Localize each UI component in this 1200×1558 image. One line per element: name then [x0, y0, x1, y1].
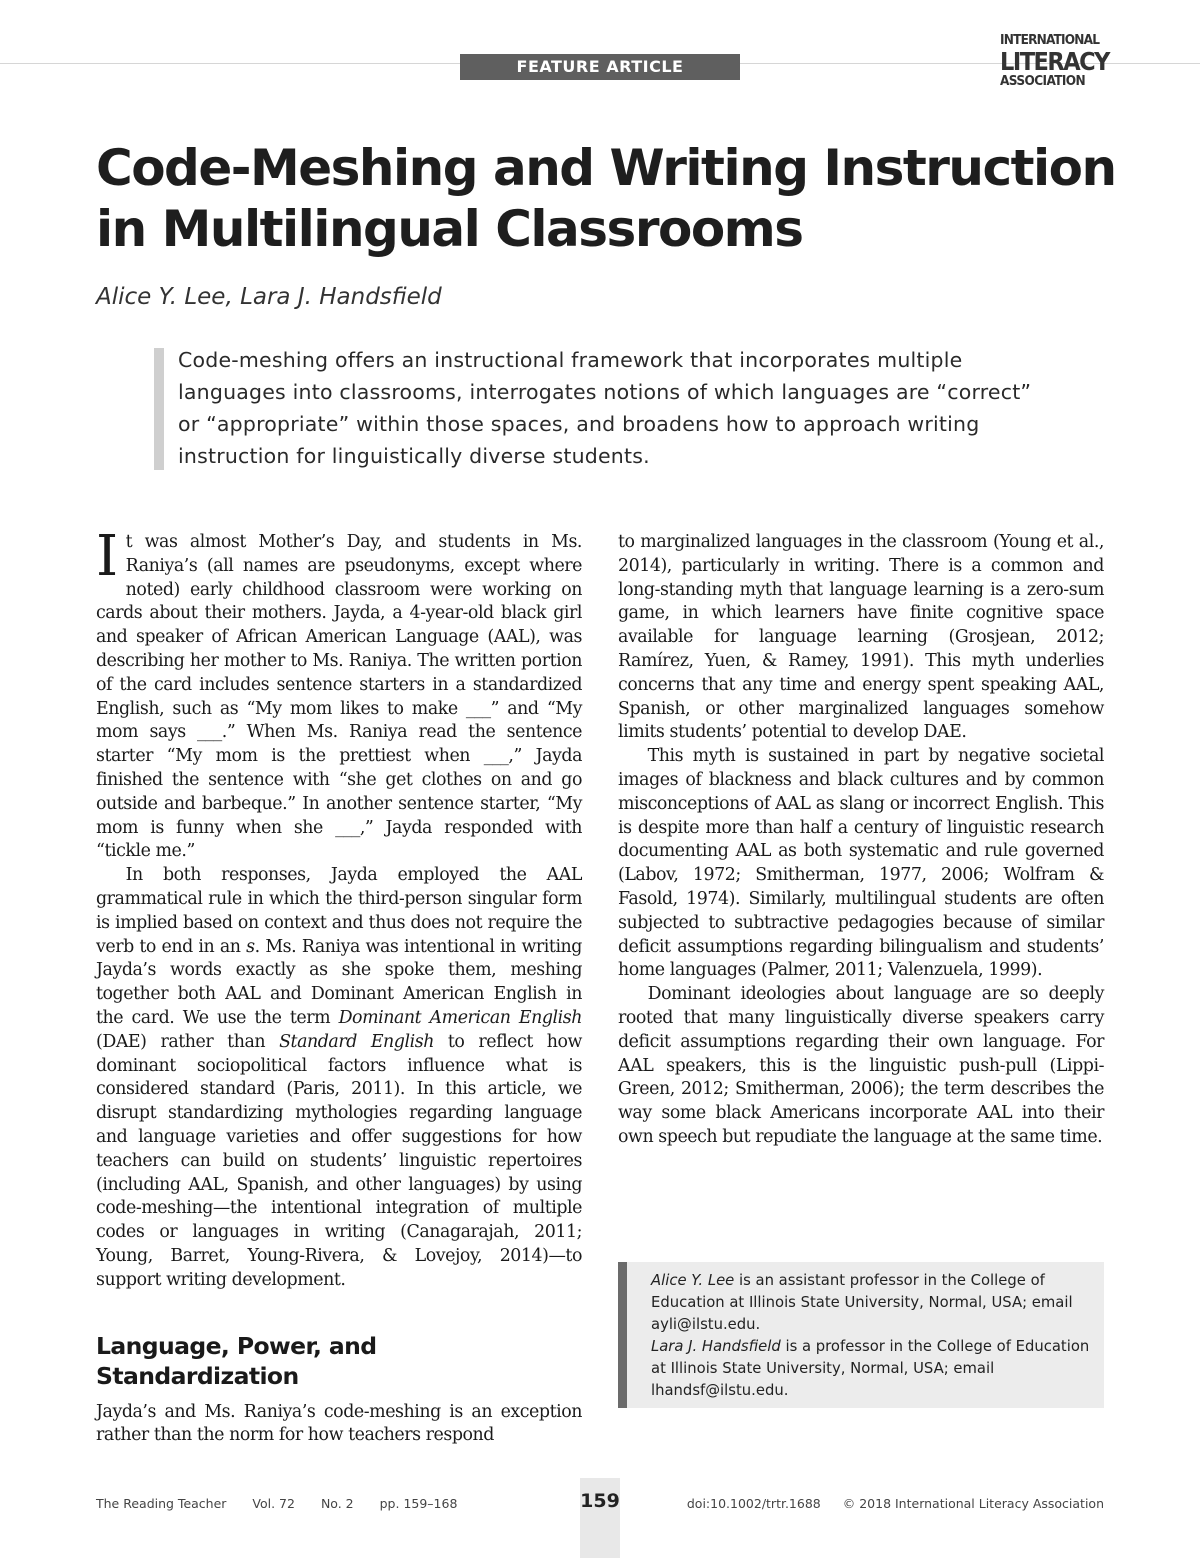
section-heading: Language, Power, and Standardization [96, 1331, 377, 1390]
article-authors: Alice Y. Lee, Lara J. Handsfield [96, 284, 442, 310]
logo-line-association: ASSOCIATION [1000, 72, 1086, 89]
bio-text [651, 1270, 1096, 1402]
body-paragraph-5: Dominant ideologies about language are so deeply rooted that many linguistically diverse speakers carry deficit assumptions regarding their own language. For AAL speakers, this is the linguistic push-pull (Lippi-Green, 2012; Smitherman, 2006); the term describes the way some black Americans incorporate AAL into their own speech but repudiate the language at the same time. [618, 984, 1104, 1147]
bio-text-2: is a professor in the College of Education at Illinois State University, Normal, USA; email lhandsf@ilstu.edu. [651, 1338, 1090, 1399]
paragraph-2-text-c: (DAE) rather than [96, 1031, 280, 1052]
footer-doi: doi:10.1002/trtr.1688 [686, 1496, 821, 1511]
footer-copyright: © 2018 International Literacy Association [842, 1496, 1104, 1511]
body-paragraph-1 [96, 524, 582, 864]
bio-text-1: is an assistant professor in the College of Education at Illinois State University, Normal, USA; email ayli@ilstu.edu. [651, 1272, 1073, 1333]
paragraph-2-italic-s: s [246, 936, 255, 957]
bio-accent-bar [618, 1262, 627, 1408]
footer-issue: No. 2 [320, 1496, 354, 1511]
article-abstract: Code-meshing offers an instructional framework that incorporates multiple languages into classrooms, interrogates notions of which languages are “correct” or “appropriate” within those spaces, and broadens how to approach writing instruction for linguistically diverse students. [178, 348, 1032, 468]
body-column-right [618, 531, 1104, 1150]
footer-publication-info [669, 1496, 1104, 1511]
drop-cap: I [96, 524, 118, 589]
paragraph-1-text: t was almost Mother’s Day, and students in Ms. Raniya’s (all names are pseudonyms, except where noted) early childhood classroom were working on cards about their mothers. Jayda, a 4-year-old black girl and speaker of African American Language (AAL), was describing her mother to Ms. Raniya. The written portion of the card includes sentence starters in a standardized English, such as “My mom likes to make ___” and “My mom says ___.” When Ms. Raniya read the sentence starter “My mom is the prettiest when ___,” Jayda finished the sentence with “she get clothes on and go outside and barbeque.” In another sentence starter, “My mom is funny when she ___,” Jayda responded with “tickle me.” [96, 532, 582, 862]
logo-line-literacy: LITERACY [1000, 46, 1109, 76]
bio-author-1 [651, 1270, 1096, 1336]
term-standard-english: Standard English [279, 1031, 434, 1052]
footer-journal: The Reading Teacher [96, 1496, 227, 1511]
ila-logo [1000, 34, 1110, 88]
term-dominant-american-english: Dominant American English [338, 1007, 582, 1028]
page-number: 159 [580, 1490, 620, 1512]
footer-volume: Vol. 72 [252, 1496, 295, 1511]
body-column-left [96, 524, 582, 1448]
author-bio-box [618, 1262, 1104, 1408]
logo-line-international: INTERNATIONAL [1000, 32, 1100, 48]
body-paragraph-2 [96, 864, 582, 1292]
bio-author-2 [651, 1336, 1096, 1402]
title-line-2: in Multilingual Classrooms [96, 200, 803, 258]
footer-citation [96, 1496, 479, 1511]
bio-name-1: Alice Y. Lee [651, 1272, 735, 1289]
abstract-accent-bar [154, 348, 164, 470]
paragraph-2-text-a: In both responses, Jayda employed the AAL grammatical rule in which the third-person singular form is implied based on context and thus does not require the verb to end in an [96, 865, 582, 957]
body-paragraph-3-start: Jayda’s and Ms. Raniya’s code-meshing is an exception rather than the norm for how teachers respond [96, 1401, 582, 1446]
body-paragraph-3-continued: to marginalized languages in the classroom (Young et al., 2014), particularly in writing. There is a common and long-standing myth that language learning is a zero-sum game, in which learners have finite cognitive space available for language learning (Grosjean, 2012; Ramírez, Yuen, & Ramey, 1991). This myth underlies concerns that any time and energy spent speaking AAL, Spanish, or other marginalized languages somehow limits students’ potential to develop DAE. [618, 532, 1104, 743]
article-title [96, 138, 1116, 260]
paragraph-2-text-d: to reflect how dominant sociopolitical factors influence what is considered standard (Paris, 2011). In this article, we disrupt standardizing mythologies regarding language and language varieties and offer suggestions for how teachers can build on students’ linguistic repertoires (including AAL, Spanish, and other languages) by using code-meshing—the intentional integration of multiple codes or languages in writing (Canagarajah, 2011; Young, Barret, Young-Rivera, & Lovejoy, 2014)—to support writing development. [96, 1031, 582, 1290]
title-line-1: Code-Meshing and Writing Instruction [96, 139, 1116, 197]
body-paragraph-4: This myth is sustained in part by negative societal images of blackness and black cultures and by common misconceptions of AAL as slang or incorrect English. This is despite more than half a century of linguistic research documenting AAL as both systematic and rule governed (Labov, 1972; Smitherman, 1977, 2006; Wolfram & Fasold, 1974). Similarly, multilingual students are often subjected to subtractive pedagogies because of similar deficit assumptions regarding bilingualism and students’ home languages (Palmer, 2011; Valenzuela, 1999). [618, 746, 1104, 981]
feature-article-label: FEATURE ARTICLE [460, 54, 740, 80]
paragraph-2-text-b: . Ms. Raniya was intentional in writing Jayda’s words exactly as she spoke them, meshing together both AAL and Dominant American English in the card. We use the term [96, 936, 582, 1028]
footer-pages: pp. 159–168 [379, 1496, 458, 1511]
bio-name-2: Lara J. Handsfield [651, 1338, 781, 1355]
